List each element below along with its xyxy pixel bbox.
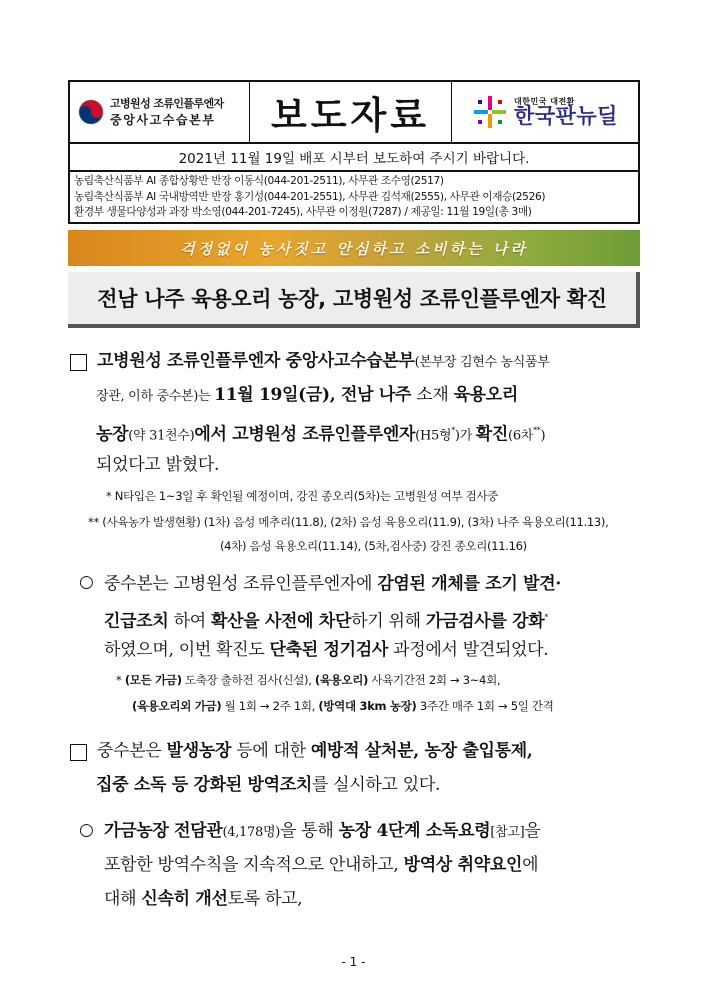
brand-name: 한국판뉴딜 [514,103,618,128]
korean-new-deal-logo-icon [472,94,508,130]
brand-cell [452,82,638,142]
p4-line: 포함한 방역수칙을 지속적으로 안내하고, 방역상 취약요인에 [104,855,539,875]
contact-line: 환경부 생물다양성과 과장 박소영(044-201-7245), 사무관 이정원(7287) / 제공일: 11월 19일(총 3매) [74,206,532,218]
footnote: * N타입은 1~3일 후 확인될 예정이며, 강진 종오리(5차)는 고병원성 여부 검사중 [106,489,499,503]
slogan-banner [68,230,640,266]
footnote: ** (사육농가 발생현황) (1차) 음성 메추리(11.8), (2차) 음성 육용오리(11.9), (3차) 나주 육용오리(11.13), [88,515,609,529]
p1-line: 되었다고 밝혔다. [96,455,220,475]
footnote: (4차) 음성 육용오리(11.14), (5차,검사중) 강진 종오리(11.16) [220,539,527,553]
hq-cell [70,82,250,142]
p3-line: 집중 소독 등 강화된 방역조치를 실시하고 있다. [96,775,441,795]
circle-bullet: ○ [79,820,94,840]
headline: 전남 나주 육용오리 농장, 고병원성 조류인플루엔자 확진 [68,272,640,328]
p1-line: 장관, 이하 중수본)는 11월 19일(금), 전남 나주 소재 육용오리 [96,385,519,405]
page-number: - 1 - [341,955,366,969]
embargo-notice: 2021년 11월 19일 배포 시부터 보도하여 주시기 바랍니다. [68,144,640,172]
contact-line: 농림축산식품부 AI 국내방역반 반장 홍기성(044-201-2551), 사무관 김석재(2555), 사무관 이재승(2526) [74,190,546,203]
press-header [68,80,640,144]
p1-line: 농장(약 31천수)에서 고병원성 조류인플루엔자(H5형*)가 확진(6차**) [96,424,546,445]
doc-title: 보도자료 [271,94,430,137]
doc-title-cell [250,82,452,142]
p4-line: 대해 신속히 개선토록 하고, [104,889,303,909]
slogan-text: 걱정없이 농사짓고 안심하고 소비하는 나라 [180,239,528,258]
hq-line1: 고병원성 조류인플루엔자 [110,97,224,110]
hq-name [110,96,224,128]
government-emblem-icon [78,99,104,125]
square-bullet [70,744,87,761]
p3-line: 중수본은 발생농장 등에 대한 예방적 살처분, 농장 출입통제, [97,741,533,761]
circle-bullet: ○ [79,572,94,592]
contacts-box [68,172,640,224]
footnote: (육용오리외 가금) 월 1회 → 2주 1회, (방역대 3km 농장) 3주간 매주 1회 → 5일 간격 [132,699,554,713]
contact-line: 농림축산식품부 AI 종합상황반 반장 이동식(044-201-2511), 사무관 조수영(2517) [74,175,444,187]
brand-tagline: 대한민국 대전환 [514,96,575,106]
p4-line: 가금농장 전담관(4,178명)을 통해 농장 4단계 소독요령[참고]을 [104,821,541,841]
p2-line: 긴급조치 하여 확산을 사전에 차단하기 위해 가금검사를 강화* [104,611,549,632]
p2-line: 중수본는 고병원성 조류인플루엔자에 감염된 개체를 조기 발견· [104,574,561,594]
footnote: * (모든 가금) 도축장 출하전 검사(신설), (육용오리) 사육기간전 2회 → 3~4회, [116,673,501,687]
p1-line: 고병원성 조류인플루엔자 중앙사고수습본부(본부장 김현수 농식품부 [97,351,550,371]
brand-text [514,98,618,127]
square-bullet [70,354,87,371]
hq-line2: 중앙사고수습본부 [110,113,216,127]
p2-line: 하였으며, 이번 확진도 단축된 정기검사 과정에서 발견되었다. [104,640,549,660]
